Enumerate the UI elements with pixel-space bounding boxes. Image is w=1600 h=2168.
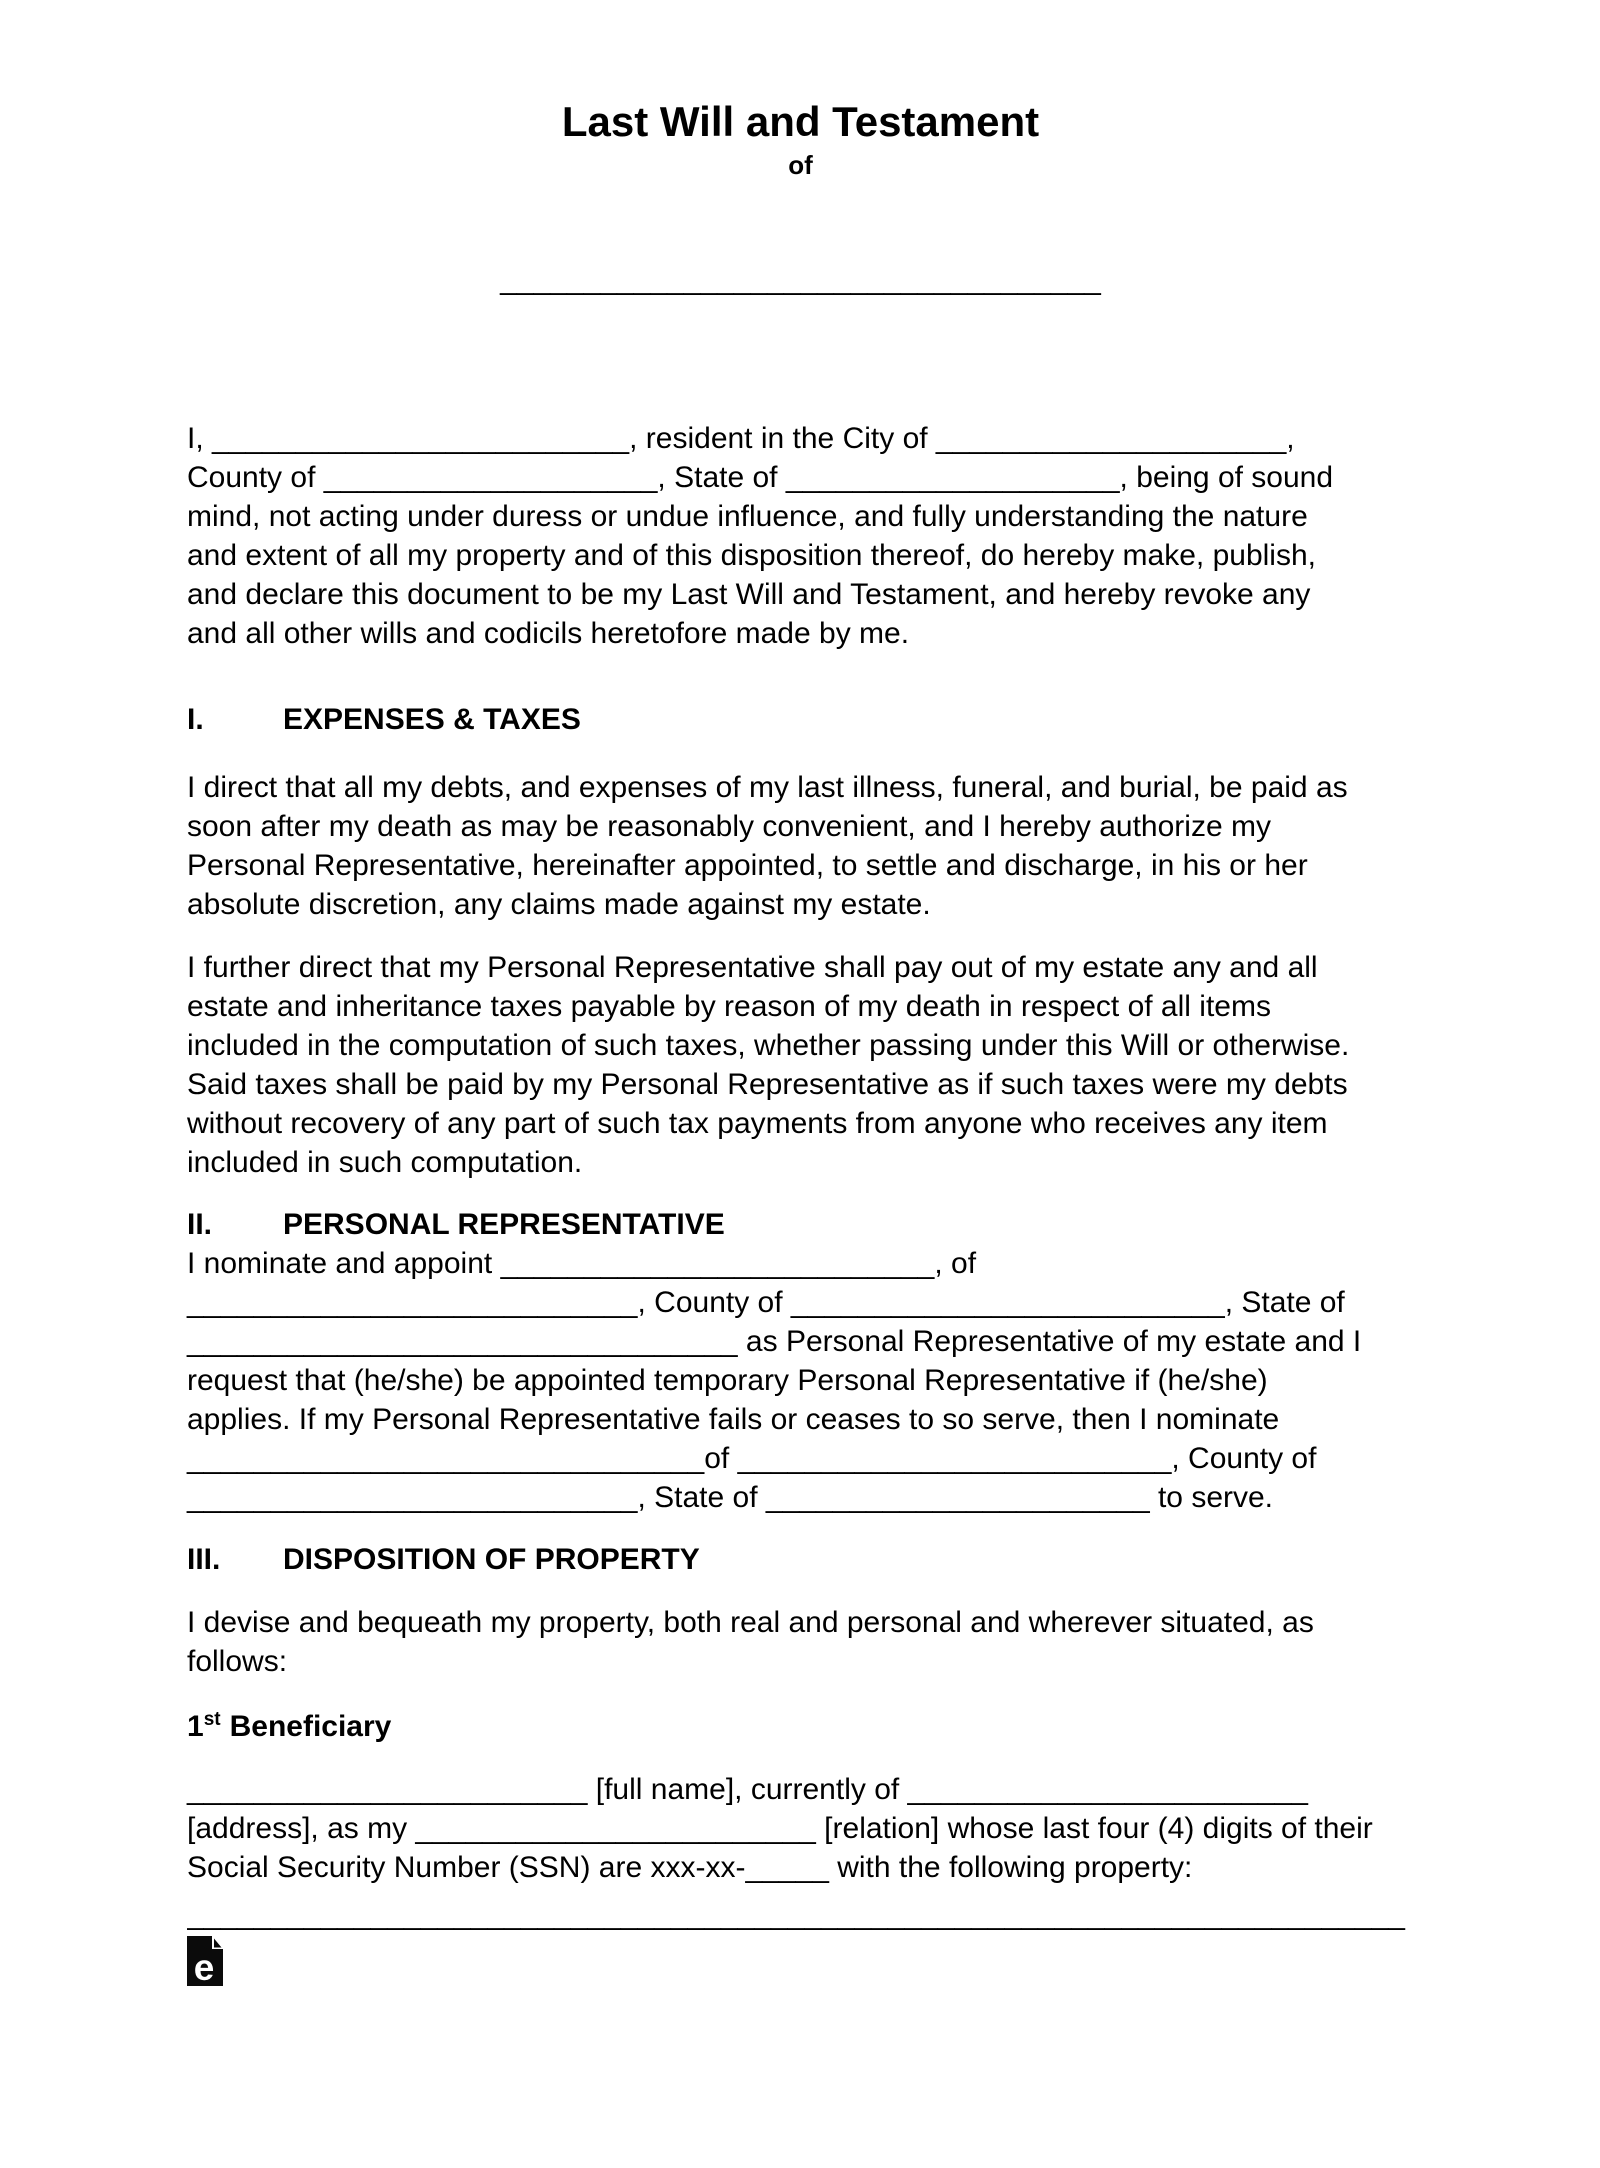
section-2-number: II. [187, 1208, 213, 1241]
expenses-line: estate and inheritance taxes payable by reason of my death in respect of all items [187, 990, 1271, 1023]
section-2-title: PERSONAL REPRESENTATIVE [283, 1208, 725, 1241]
expenses-line: soon after my death as may be reasonably convenient, and I hereby authorize my [187, 810, 1271, 843]
document-subtitle-of: of [788, 150, 813, 180]
opening-line: and declare this document to be my Last Will and Testament, and hereby revoke any [187, 578, 1311, 611]
section-1-title: EXPENSES & TAXES [283, 703, 581, 736]
document-title: Last Will and Testament [561, 98, 1040, 145]
representative-line: ___________________________, County of __________________________, State of [187, 1286, 1345, 1319]
beneficiary-line: ________________________ [full name], currently of ________________________ [187, 1773, 1308, 1806]
representative-line: _______________________________of __________________________, County of [187, 1442, 1317, 1475]
opening-line: and all other wills and codicils heretofore made by me. [187, 617, 910, 650]
expenses-line: without recovery of any part of such tax payments from anyone who receives any item [187, 1107, 1328, 1140]
eforms-logo-letter: e [193, 1947, 215, 1986]
expenses-line: I direct that all my debts, and expenses of my last illness, funeral, and burial, be paid as [187, 771, 1348, 804]
page-fold-corner [214, 1939, 222, 1948]
representative-line: applies. If my Personal Representative fails or ceases to so serve, then I nominate [187, 1403, 1280, 1436]
will-document-page [0, 98, 1600, 1986]
first-beneficiary-heading [187, 1700, 1414, 1746]
section-1-heading [187, 700, 1414, 739]
disposition-line: follows: [187, 1645, 288, 1678]
opening-line: I, _________________________, resident in the City of _____________________, [187, 422, 1295, 455]
expenses-line: I further direct that my Personal Representative shall pay out of my estate any and all [187, 951, 1318, 984]
beneficiary-label: Beneficiary [229, 1710, 392, 1743]
expenses-line: Personal Representative, hereinafter appointed, to settle and discharge, in his or her [187, 849, 1308, 882]
section-1-number: I. [187, 703, 204, 736]
beneficiary-ordinal: 1 [187, 1710, 204, 1743]
expenses-line: included in the computation of such taxes, whether passing under this Will or otherwise. [187, 1029, 1350, 1062]
representative-line: I nominate and appoint __________________________, of [187, 1247, 977, 1280]
representative-line: ___________________________, State of _______________________ to serve. [187, 1481, 1274, 1514]
expenses-line: Said taxes shall be paid by my Personal Representative as if such taxes were my debts [187, 1068, 1348, 1101]
expenses-paragraph-2 [187, 948, 1414, 1182]
representative-paragraph [187, 1244, 1414, 1517]
representative-line: request that (he/she) be appointed temporary Personal Representative if (he/she) [187, 1364, 1268, 1397]
expenses-line: included in such computation. [187, 1146, 583, 1179]
testator-name-blank-line: ____________________________________ [500, 263, 1101, 296]
eforms-logo-icon [187, 1936, 223, 1986]
opening-line: County of ____________________, State of ____________________, being of sound [187, 461, 1334, 494]
beneficiary-line: Social Security Number (SSN) are xxx-xx-_____ with the following property: [187, 1851, 1193, 1884]
beneficiary-details [187, 1770, 1414, 1887]
beneficiary-line: [address], as my ________________________ [relation] whose last four (4) digits of their [187, 1812, 1373, 1845]
disposition-intro [187, 1603, 1414, 1681]
representative-line: _________________________________ as Personal Representative of my estate and I [187, 1325, 1362, 1358]
opening-paragraph [187, 419, 1414, 653]
opening-line: and extent of all my property and of this disposition thereof, do hereby make, publish, [187, 539, 1316, 572]
section-3-title: DISPOSITION OF PROPERTY [283, 1543, 700, 1576]
section-3-heading [187, 1540, 1414, 1579]
section-2-heading [187, 1205, 1414, 1244]
section-3-number: III. [187, 1543, 221, 1576]
footer-rule: _________________________________________________________________________ [187, 1898, 1405, 1931]
opening-line: mind, not acting under duress or undue influence, and fully understanding the nature [187, 500, 1308, 533]
expenses-paragraph-1 [187, 768, 1414, 924]
expenses-line: absolute discretion, any claims made against my estate. [187, 888, 931, 921]
disposition-line: I devise and bequeath my property, both real and personal and wherever situated, as [187, 1606, 1314, 1639]
beneficiary-ordinal-suffix: st [203, 1709, 221, 1730]
